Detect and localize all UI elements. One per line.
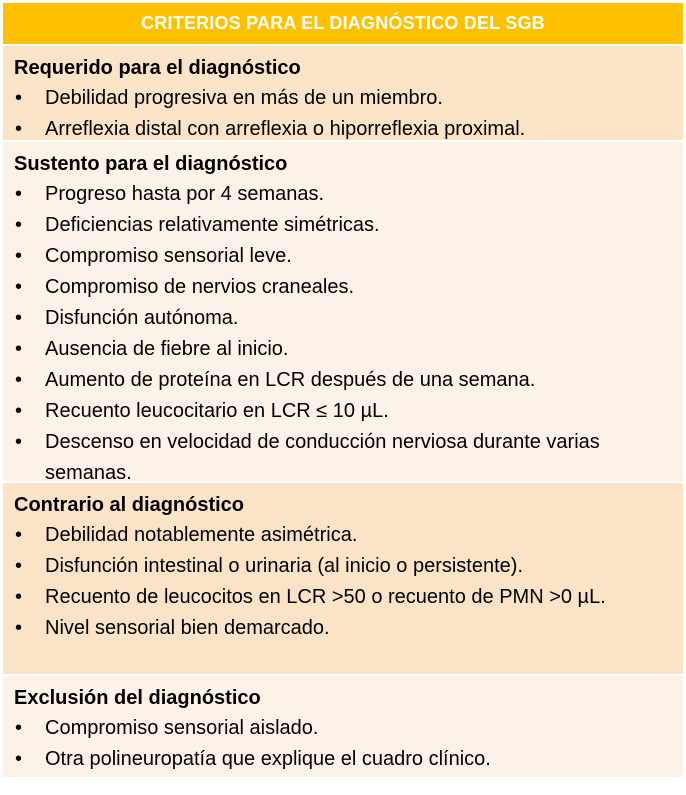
item-text: Disfunción intestinal o urinaria (al inicio o persistente). [45,555,524,577]
bullet-icon: • [15,87,23,109]
section-title: Exclusión del diagnóstico [14,687,261,709]
bullet-icon: • [15,400,23,422]
item-text: Debilidad notablemente asimétrica. [45,524,358,546]
bullet-icon: • [15,245,23,267]
item-text: Arreflexia distal con arreflexia o hiporreflexia proximal. [45,118,526,140]
bullet-icon: • [15,276,23,298]
list-item [13,520,673,551]
bullet-icon: • [15,748,23,770]
item-text: Otra polineuropatía que explique el cuadro clínico. [45,748,491,770]
list-item [13,241,673,272]
item-text: Compromiso sensorial aislado. [45,717,319,739]
criteria-list [13,83,673,145]
list-item [13,272,673,303]
item-text: Recuento leucocitario en LCR ≤ 10 µL. [45,400,389,422]
bullet-icon: • [15,118,23,140]
list-item [13,179,673,210]
list-item [13,551,673,582]
section-title: Requerido para el diagnóstico [14,57,301,79]
item-text: Deficiencias relativamente simétricas. [45,214,380,236]
bullet-icon: • [15,214,23,236]
list-item [13,365,673,396]
bullet-icon: • [15,338,23,360]
section-contrary [3,483,683,676]
section-required [3,46,683,142]
item-text: Compromiso sensorial leve. [45,245,292,267]
table-header [3,3,683,46]
bullet-icon: • [15,617,23,639]
bullet-icon: • [15,524,23,546]
item-text: Recuento de leucocitos en LCR >50 o recuento de PMN >0 µL. [45,586,606,608]
item-text: Nivel sensorial bien demarcado. [45,617,330,639]
bullet-icon: • [15,183,23,205]
section-title: Sustento para el diagnóstico [14,153,288,175]
criteria-list [13,179,673,489]
list-item [13,613,673,644]
item-text: Compromiso de nervios craneales. [45,276,355,298]
item-text: Ausencia de fiebre al inicio. [45,338,289,360]
bullet-icon: • [15,717,23,739]
bullet-icon: • [15,369,23,391]
item-text: Disfunción autónoma. [45,307,239,329]
list-item [13,210,673,241]
list-item [13,303,673,334]
list-item [13,713,673,744]
bullet-icon: • [15,307,23,329]
table-title: CRITERIOS PARA EL DIAGNÓSTICO DEL SGB [141,13,545,33]
item-text: Aumento de proteína en LCR después de una semana. [45,369,536,391]
list-item [13,396,673,427]
criteria-table [3,3,683,779]
criteria-list [13,713,673,775]
section-title: Contrario al diagnóstico [14,494,245,516]
list-item [13,744,673,775]
list-item [13,427,673,489]
bullet-icon: • [15,431,23,453]
bullet-icon: • [15,555,23,577]
section-support [3,142,683,483]
item-text: Progreso hasta por 4 semanas. [45,183,325,205]
list-item [13,334,673,365]
item-text: Descenso en velocidad de conducción nerviosa durante varias semanas. [45,431,600,484]
list-item [13,83,673,114]
list-item [13,582,673,613]
section-exclusion [3,676,683,779]
list-item [13,114,673,145]
criteria-list [13,520,673,644]
item-text: Debilidad progresiva en más de un miembro. [45,87,443,109]
bullet-icon: • [15,586,23,608]
